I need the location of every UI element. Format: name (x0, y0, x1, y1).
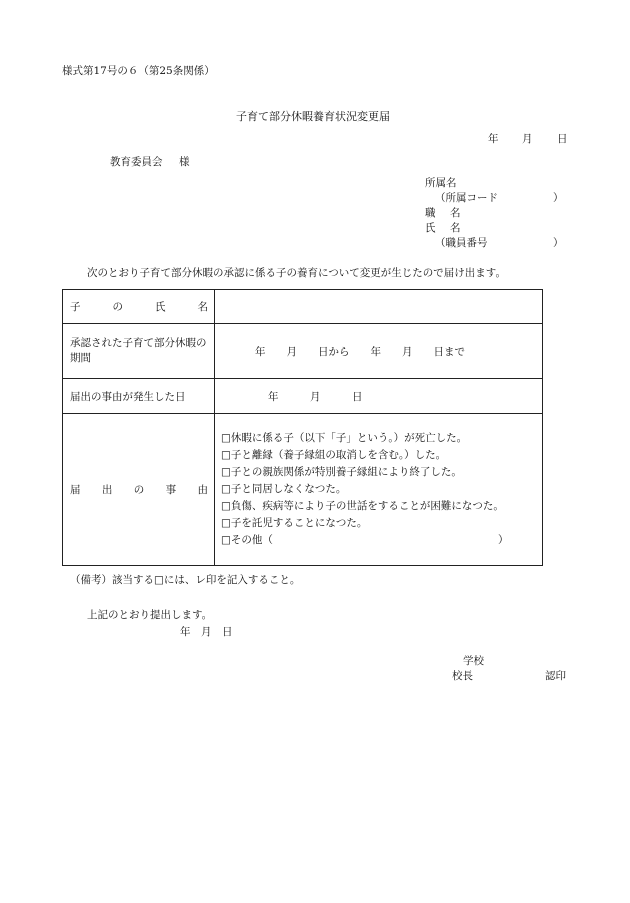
seal-label: 認印 (545, 670, 566, 682)
reason-label-char-5: 由 (197, 484, 208, 496)
reason-option-childcare[interactable]: □子を託児することになつた。 (221, 517, 368, 529)
reason-option-special-adoption[interactable]: □子との親族関係が特別養子縁組により終了した。 (221, 466, 462, 478)
applicant-name-1: 氏 (425, 222, 436, 234)
reason-options (215, 414, 543, 566)
reason-option-death[interactable]: □休暇に係る子（以下「子」という。）が死亡した。 (221, 432, 468, 444)
note-text: （備考）該当する□には、レ印を記入すること。 (70, 574, 301, 586)
addressee-honorific: 様 (179, 156, 190, 168)
date-day: 日 (557, 133, 568, 145)
principal-title: 校長 (452, 670, 473, 682)
occurred-value[interactable]: 年 月 日 (215, 379, 543, 414)
reason-option-dissolution[interactable]: □子と離縁（養子縁組の取消しを含む。）した。 (221, 449, 447, 461)
intro-text: 次のとおり子育て部分休暇の承認に係る子の養育について変更が生じたので届け出ます。 (87, 267, 506, 279)
reason-option-injury-illness[interactable]: □負傷、疾病等により子の世話をすることが困難になつた。 (221, 500, 504, 512)
applicant-name-2: 名 (450, 222, 461, 234)
child-name-label-shi: 氏 (155, 301, 166, 313)
reason-label (63, 414, 215, 566)
applicant-staff-no: （職員番号 (435, 237, 488, 249)
applicant-dept: 所属名 (425, 177, 457, 189)
row-occurred-date (63, 379, 543, 414)
child-name-label-ko: 子 (70, 301, 81, 313)
row-child-name (63, 290, 543, 324)
applicant-position-2: 名 (450, 207, 461, 219)
reason-other-label: □その他（ (221, 534, 273, 546)
reason-option-other[interactable] (221, 532, 542, 549)
addressee-name: 教育委員会 (110, 156, 163, 168)
reason-option-no-cohabitation[interactable]: □子と同居しなくなつた。 (221, 483, 347, 495)
reason-other-close: ） (498, 534, 509, 546)
applicant-dept-code: （所属コード (435, 192, 498, 204)
change-notification-table (62, 289, 543, 566)
child-name-field[interactable] (215, 290, 543, 324)
submission-text: 上記のとおり提出します。 (87, 609, 213, 621)
reason-label-char-1: 届 (70, 484, 81, 496)
submission-date: 年 月 日 (180, 626, 233, 638)
form-reference: 様式第17号の６（第25条関係） (62, 65, 215, 77)
row-reason (63, 414, 543, 566)
period-label: 承認された子育て部分休暇の期間 (63, 324, 215, 379)
child-name-label-mei: 名 (197, 301, 208, 313)
reason-label-char-4: 事 (165, 484, 177, 496)
applicant-position-1: 職 (425, 207, 436, 219)
reason-label-char-3: の (133, 484, 145, 496)
child-name-label-no: の (112, 301, 123, 313)
date-month: 月 (522, 133, 533, 145)
applicant-dept-code-close: ） (553, 192, 564, 204)
occurred-label: 届出の事由が発生した日 (63, 379, 215, 414)
applicant-staff-no-close: ） (553, 237, 564, 249)
document-title: 子育て部分休暇養育状況変更届 (236, 110, 390, 123)
row-period (63, 324, 543, 379)
child-name-label (63, 290, 215, 324)
school-label: 学校 (463, 655, 484, 667)
date-year: 年 (488, 133, 499, 145)
period-value[interactable]: 年 月 日から 年 月 日まで (215, 324, 543, 379)
reason-label-char-2: 出 (101, 484, 113, 496)
